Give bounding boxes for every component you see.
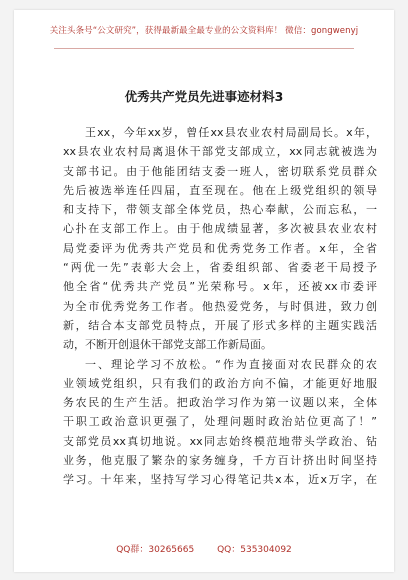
body-line: 支部书记。由于他能团结支委一班人，密切联系党员群众 [63, 164, 377, 178]
body-line: “两优一先”表彰大会上，省委组织部、省委老干局授予 [63, 261, 377, 275]
footer-qq: QQ：535304092 [217, 545, 292, 555]
body-line: 局党委评为优秀共产党员和优秀党务工作者。x年，全省 [63, 241, 377, 255]
header-note: 关注头条号“公文研究”，获得最新最全最专业的公文资料库！ 微信：gongwenyj [49, 26, 359, 36]
body-line: 务农民的生产生活。把政治学习作为第一议题以来，全体 [63, 396, 377, 410]
body-line: 和支持下，带领支部全体党员，热心奉献，公而忘私，一 [63, 203, 377, 217]
body-line: xx县农业农村局离退休干部党支部成立，xx同志就被选为 [63, 145, 377, 159]
body-line: 业务，他克服了繁杂的家务缠身，千方百计挤出时间坚持 [63, 454, 377, 468]
body-line: 新，结合本支部党员特点，开展了形式多样的主题实践活 [63, 318, 377, 332]
body-line: 业领域党组织，只有我们的政治方向不偏，才能更好地服 [63, 376, 377, 390]
body-line: 干职工政治意识更强了，处理问题时政治站位更高了！” [63, 415, 377, 429]
body-line: 一、理论学习不放松。“作为直接面对农民群众的农 [85, 357, 377, 371]
body-line: 心扑在支部工作上。由于他成绩显著，多次被县农业农村 [63, 222, 377, 236]
body-line: 先后被选举连任四届，直至现在。他在上级党组织的领导 [63, 183, 377, 197]
body-line: 为全市优秀党务工作者。他热爱党务，与时俱进，致力创 [63, 299, 377, 313]
document-page [14, 10, 394, 572]
footer-qq-group: QQ群：30265665 [116, 545, 195, 555]
body-line: 学习。十年来，坚持写学习心得笔记共x本，近x万字，在 [63, 473, 377, 487]
header-divider [54, 48, 354, 49]
document-title: 优秀共产党员先进事迹材料3 [124, 89, 284, 104]
document-body [63, 123, 377, 490]
body-line: 王xx，今年xx岁，曾任xx县农业农村局副局长。x年， [85, 126, 377, 139]
body-line: 动，不断开创退休干部党支部工作新局面。 [63, 338, 272, 352]
footer-contact [14, 542, 394, 555]
body-line: 他全省“优秀共产党员”光荣称号。x年，还被xx市委评 [63, 280, 377, 294]
body-line: 支部党员xx真切地说。xx同志始终模范地带头学政治、钻 [63, 434, 377, 448]
